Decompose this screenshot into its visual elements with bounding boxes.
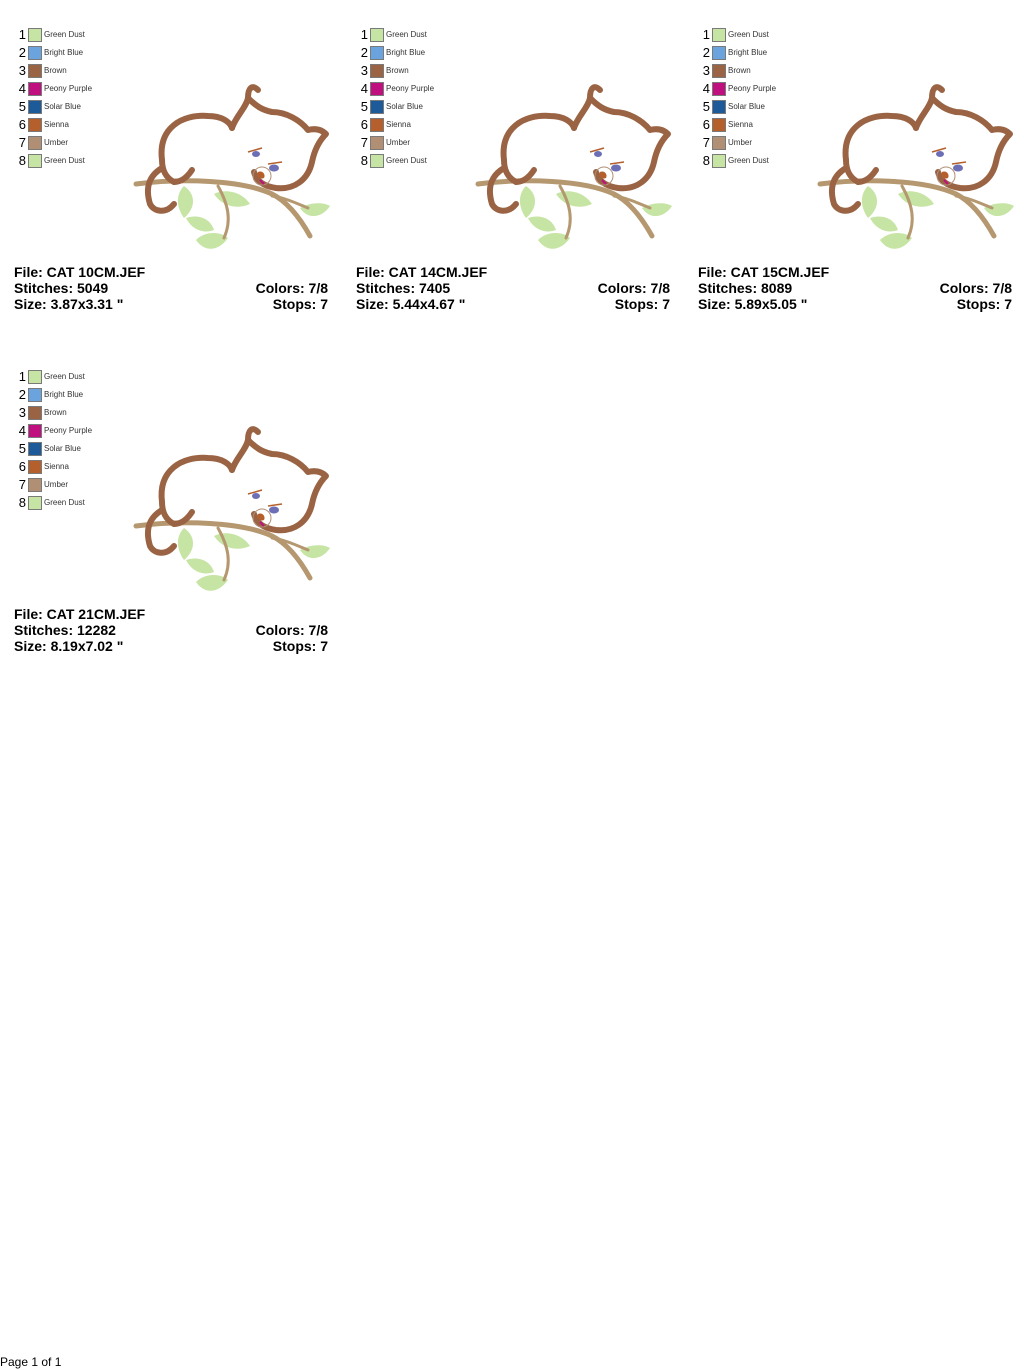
legend-number: 1 [360, 27, 368, 42]
legend-item [698, 28, 808, 46]
legend-item [14, 496, 124, 514]
stitch-count: Stitches: 7405 [356, 280, 451, 296]
legend-number: 3 [360, 63, 368, 78]
legend-item [14, 136, 124, 154]
design-size: Size: 5.44x4.67 " [356, 296, 466, 312]
legend-item [698, 82, 808, 100]
color-count: Colors: 7/8 [597, 280, 670, 296]
thread-color-name: Brown [386, 66, 409, 75]
legend-item [14, 478, 124, 496]
color-swatch [712, 154, 726, 168]
color-swatch [28, 424, 42, 438]
color-count: Colors: 7/8 [939, 280, 1012, 296]
thread-color-name: Umber [44, 480, 69, 489]
legend-number: 4 [18, 423, 26, 438]
legend-number: 8 [18, 153, 26, 168]
cat-outline-icon [832, 87, 1010, 211]
legend-item [14, 46, 124, 64]
legend-number: 1 [18, 27, 26, 42]
color-swatch [28, 478, 42, 492]
thread-color-name: Peony Purple [728, 84, 777, 93]
color-swatch [28, 82, 42, 96]
legend-item [14, 82, 124, 100]
thread-color-name: Solar Blue [386, 102, 423, 111]
design-card-1 [14, 28, 334, 318]
thread-color-name: Brown [44, 408, 67, 417]
color-swatch [370, 100, 384, 114]
thread-color-name: Green Dust [44, 156, 85, 165]
cat-outline-icon [490, 87, 668, 211]
design-info [698, 264, 1012, 312]
design-info [14, 264, 328, 312]
legend-number: 6 [18, 459, 26, 474]
thread-color-name: Peony Purple [386, 84, 435, 93]
color-swatch [28, 136, 42, 150]
cat-embroidery-image [464, 58, 674, 258]
thread-color-name: Solar Blue [728, 102, 765, 111]
color-swatch [28, 370, 42, 384]
legend-item [14, 64, 124, 82]
legend-item [14, 460, 124, 478]
color-swatch [28, 118, 42, 132]
file-name: File: CAT 15CM.JEF [698, 264, 830, 280]
color-swatch [712, 46, 726, 60]
color-swatch [712, 100, 726, 114]
thread-color-name: Peony Purple [44, 426, 93, 435]
thread-color-name: Umber [728, 138, 753, 147]
legend-item [356, 118, 466, 136]
legend-item [356, 64, 466, 82]
thread-color-name: Green Dust [386, 156, 427, 165]
legend-item [14, 424, 124, 442]
color-swatch [370, 118, 384, 132]
file-name: File: CAT 14CM.JEF [356, 264, 488, 280]
legend-item [14, 118, 124, 136]
color-swatch [28, 100, 42, 114]
thread-color-name: Umber [44, 138, 69, 147]
legend-number: 7 [702, 135, 710, 150]
color-swatch [370, 46, 384, 60]
color-swatch [370, 136, 384, 150]
leaves-icon [862, 186, 1014, 249]
legend-number: 6 [702, 117, 710, 132]
legend-item [14, 28, 124, 46]
legend-item [356, 100, 466, 118]
design-card-2 [356, 28, 676, 318]
cat-face-icon [248, 490, 282, 527]
color-swatch [370, 154, 384, 168]
stop-count: Stops: 7 [614, 296, 670, 312]
legend-number: 2 [360, 45, 368, 60]
thread-color-name: Green Dust [44, 30, 85, 39]
stop-count: Stops: 7 [956, 296, 1012, 312]
thread-color-name: Bright Blue [728, 48, 768, 57]
legend-item [356, 82, 466, 100]
color-swatch [28, 154, 42, 168]
design-card-3 [698, 28, 1018, 318]
legend-item [356, 136, 466, 154]
legend-number: 1 [702, 27, 710, 42]
stitch-count: Stitches: 5049 [14, 280, 109, 296]
thread-color-name: Green Dust [44, 372, 85, 381]
legend-number: 2 [702, 45, 710, 60]
design-size: Size: 5.89x5.05 " [698, 296, 808, 312]
file-name: File: CAT 10CM.JEF [14, 264, 146, 280]
leaves-icon [178, 528, 330, 591]
legend-number: 5 [18, 99, 26, 114]
color-swatch [712, 118, 726, 132]
thread-color-name: Bright Blue [44, 48, 84, 57]
legend-item [14, 388, 124, 406]
legend-item [14, 154, 124, 172]
legend-number: 5 [18, 441, 26, 456]
color-swatch [28, 46, 42, 60]
legend-number: 7 [18, 135, 26, 150]
design-info [14, 606, 328, 654]
design-size: Size: 8.19x7.02 " [14, 638, 124, 654]
thread-color-name: Sienna [44, 462, 69, 471]
color-swatch [712, 82, 726, 96]
color-swatch [28, 496, 42, 510]
thread-color-name: Umber [386, 138, 411, 147]
cat-face-icon [590, 148, 624, 185]
legend-number: 8 [360, 153, 368, 168]
legend-number: 2 [18, 45, 26, 60]
color-swatch [370, 64, 384, 78]
legend-number: 5 [360, 99, 368, 114]
color-count: Colors: 7/8 [255, 280, 328, 296]
legend-item [356, 46, 466, 64]
color-swatch [712, 136, 726, 150]
legend-number: 4 [702, 81, 710, 96]
legend-number: 8 [18, 495, 26, 510]
color-swatch [28, 28, 42, 42]
cat-embroidery-image [806, 58, 1016, 258]
legend-number: 6 [18, 117, 26, 132]
thread-color-name: Solar Blue [44, 102, 81, 111]
legend-number: 3 [18, 63, 26, 78]
thread-color-name: Sienna [728, 120, 753, 129]
legend-item [698, 64, 808, 82]
color-count: Colors: 7/8 [255, 622, 328, 638]
legend-number: 2 [18, 387, 26, 402]
legend-item [698, 154, 808, 172]
thread-color-name: Green Dust [386, 30, 427, 39]
color-swatch [712, 64, 726, 78]
thread-color-name: Peony Purple [44, 84, 93, 93]
legend-number: 3 [702, 63, 710, 78]
legend-item [698, 136, 808, 154]
legend-item [356, 28, 466, 46]
color-swatch [370, 82, 384, 96]
thread-color-name: Green Dust [728, 30, 769, 39]
color-swatch [28, 460, 42, 474]
legend-item [698, 100, 808, 118]
legend-number: 5 [702, 99, 710, 114]
color-swatch [712, 28, 726, 42]
design-card-4 [14, 370, 334, 660]
legend-number: 7 [18, 477, 26, 492]
page-footer: Page 1 of 1 [0, 1355, 62, 1369]
thread-color-name: Bright Blue [386, 48, 426, 57]
legend-item [14, 406, 124, 424]
cat-outline-icon [148, 429, 326, 553]
color-swatch [28, 406, 42, 420]
legend-number: 6 [360, 117, 368, 132]
legend-item [698, 118, 808, 136]
legend-number: 8 [702, 153, 710, 168]
stitch-count: Stitches: 12282 [14, 622, 116, 638]
thread-color-name: Solar Blue [44, 444, 81, 453]
legend-number: 1 [18, 369, 26, 384]
thread-color-name: Brown [728, 66, 751, 75]
color-swatch [28, 64, 42, 78]
thread-color-name: Green Dust [728, 156, 769, 165]
color-swatch [370, 28, 384, 42]
cat-embroidery-image [122, 58, 332, 258]
legend-number: 3 [18, 405, 26, 420]
legend-number: 4 [18, 81, 26, 96]
thread-color-name: Brown [44, 66, 67, 75]
stop-count: Stops: 7 [272, 296, 328, 312]
legend-number: 4 [360, 81, 368, 96]
legend-item [698, 46, 808, 64]
cat-face-icon [248, 148, 282, 185]
thread-color-name: Sienna [44, 120, 69, 129]
leaves-icon [520, 186, 672, 249]
legend-item [14, 100, 124, 118]
cat-face-icon [932, 148, 966, 185]
legend-item [14, 442, 124, 460]
design-info [356, 264, 670, 312]
legend-item [14, 370, 124, 388]
color-swatch [28, 388, 42, 402]
thread-color-name: Green Dust [44, 498, 85, 507]
design-size: Size: 3.87x3.31 " [14, 296, 124, 312]
file-name: File: CAT 21CM.JEF [14, 606, 146, 622]
legend-number: 7 [360, 135, 368, 150]
legend-item [356, 154, 466, 172]
stitch-count: Stitches: 8089 [698, 280, 793, 296]
cat-outline-icon [148, 87, 326, 211]
cat-embroidery-image [122, 400, 332, 600]
leaves-icon [178, 186, 330, 249]
stop-count: Stops: 7 [272, 638, 328, 654]
color-swatch [28, 442, 42, 456]
thread-color-name: Bright Blue [44, 390, 84, 399]
thread-color-name: Sienna [386, 120, 411, 129]
